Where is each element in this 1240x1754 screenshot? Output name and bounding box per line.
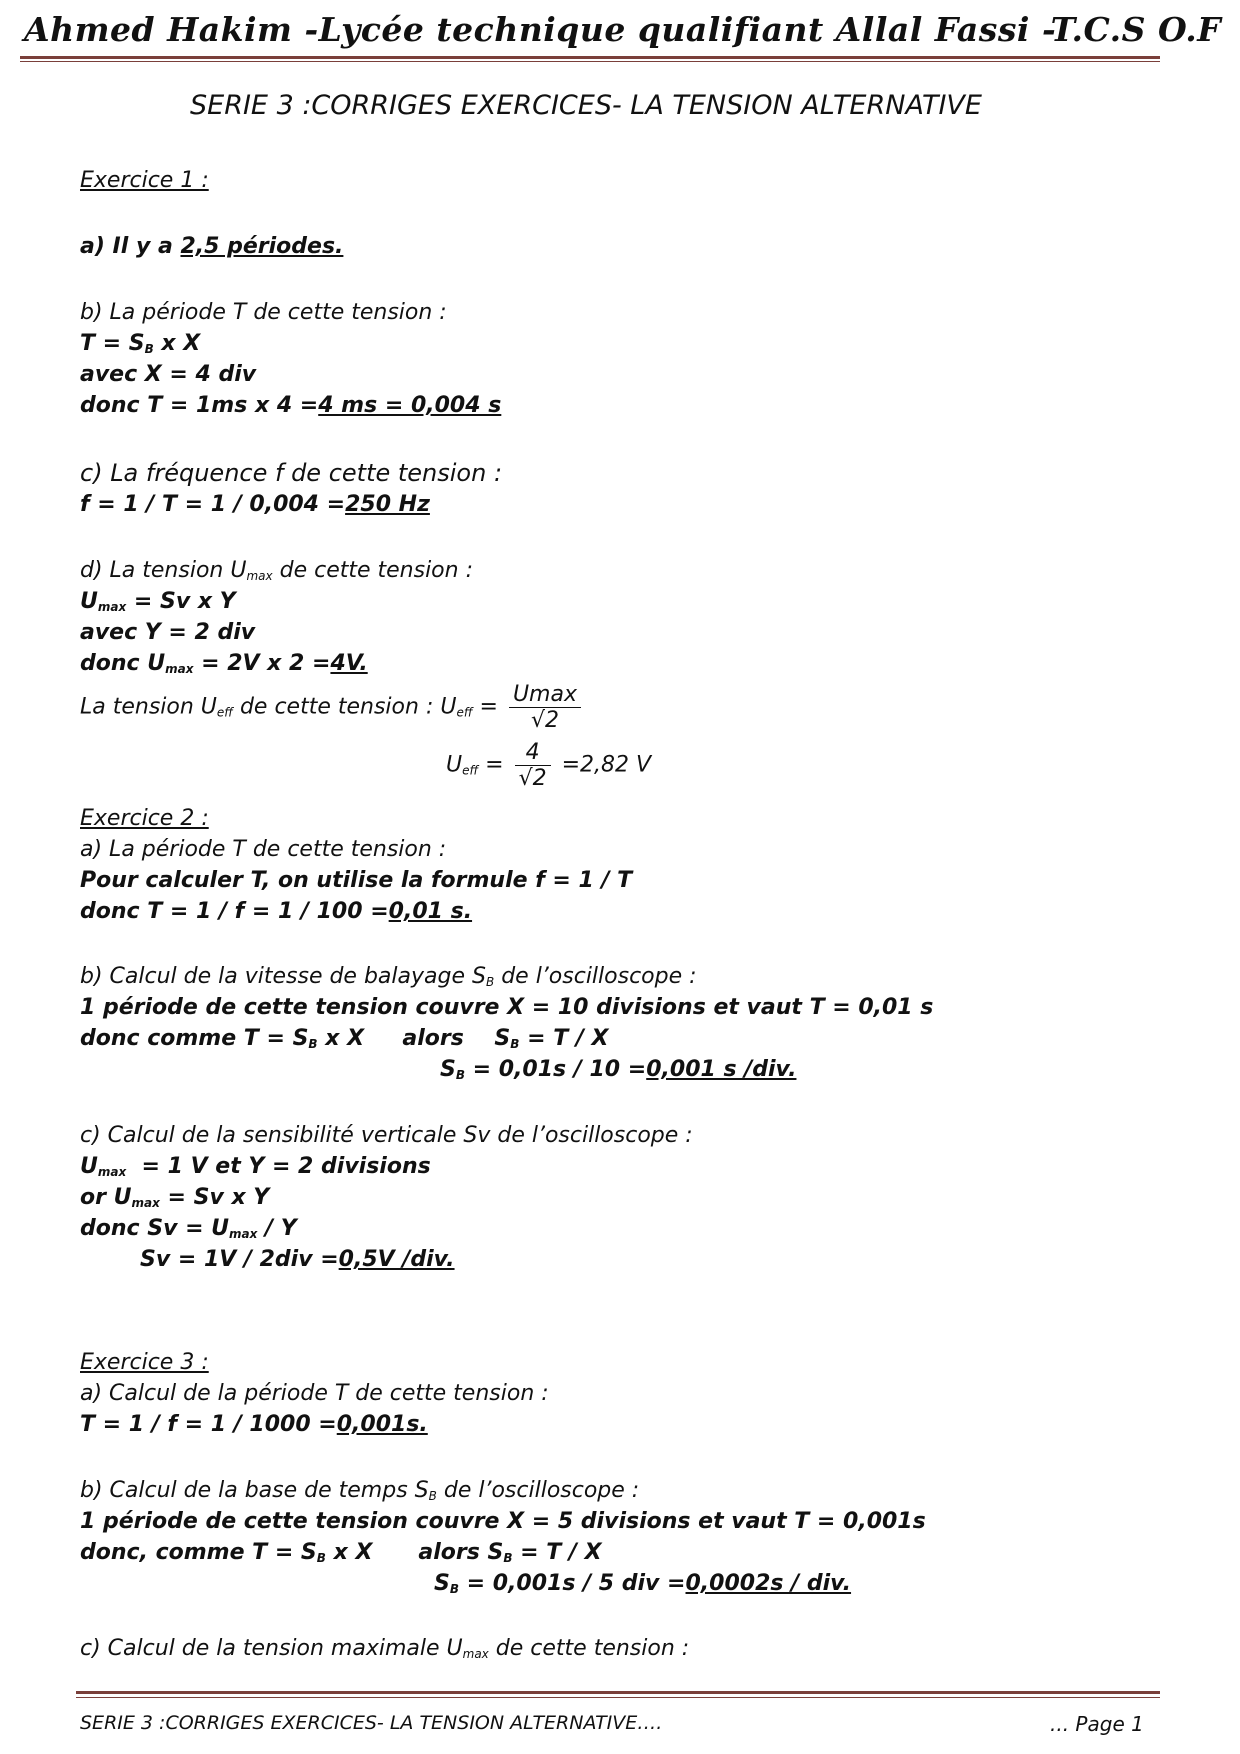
ex1-c-formula: f = 1 / T = 1 / 0,004 =250 Hz — [80, 492, 430, 517]
ex1-b-donc: donc T = 1ms x 4 =4 ms = 0,004 s — [80, 393, 502, 418]
ex3-b-line1: 1 période de cette tension couvre X = 5 divisions et vaut T = 0,001s — [80, 1509, 926, 1534]
ex3-b-heading: b) Calcul de la base de temps $S_B$ de l’oscilloscope : — [80, 1478, 640, 1503]
footer-rule — [76, 1691, 1160, 1694]
ex3-a-heading: a) Calcul de la période T de cette tension : — [80, 1381, 549, 1406]
ex1-c-heading: c) La fréquence f de cette tension : — [80, 459, 503, 487]
ex1-ueff-result: =2,82 V — [561, 752, 652, 778]
ex2-c-line4: Sv = 1V / 2div =0,5V /div. — [140, 1247, 455, 1272]
footer-rule-thin — [76, 1697, 1160, 1698]
ex2-a-heading: a) La période T de cette tension : — [80, 837, 447, 862]
ex1-a-line — [80, 234, 343, 259]
ex1-c-answer: 250 Hz — [345, 492, 430, 517]
ueff-numeric-fraction: $\frac{4}{√2}$ — [515, 740, 551, 791]
ex2-c-line3: donc $Sv = U_{max} / Y$ — [80, 1216, 297, 1241]
ex1-a-answer: 2,5 périodes. — [180, 234, 344, 259]
ex1-b-answer: 4 ms = 0,004 s — [318, 393, 502, 418]
ex1-b-avec: avec X = 4 div — [80, 362, 257, 387]
document-title: SERIE 3 :CORRIGES EXERCICES- LA TENSION ALTERNATIVE — [190, 90, 982, 121]
header-title: Ahmed Hakim -Lycée technique qualifiant Allal Fassi -T.C.S O.F — [24, 10, 1222, 49]
ex1-b-formula: $T = S_B$ x X — [80, 331, 201, 356]
footer-title: SERIE 3 :CORRIGES EXERCICES- LA TENSION ALTERNATIVE…. — [80, 1712, 663, 1734]
ex1-d-answer: 4V. — [330, 651, 368, 676]
ex2-a-line1: Pour calculer T, on utilise la formule f = 1 / T — [80, 868, 633, 893]
ex2-c-answer: 0,5V /div. — [338, 1247, 455, 1272]
ex2-b-answer: 0,001 s /div. — [646, 1057, 797, 1082]
ex3-a-answer: 0,001s. — [336, 1412, 428, 1437]
ex2-c-line2: or $U_{max} = Sv$ x Y — [80, 1185, 270, 1210]
header-rule — [20, 56, 1160, 59]
page-number: ... Page 1 — [1050, 1712, 1144, 1736]
ex1-ueff-result-line: $U_{eff}$ = $\frac{4}{√2}$ =2,82 V — [446, 740, 652, 791]
ueff-fraction: $\frac{Umax}{√2}$ — [509, 682, 581, 733]
ex1-d-formula: $U_{max} = Sv$ x Y — [80, 589, 236, 614]
ex2-c-line1: $U_{max} = 1$ V et Y = 2 divisions — [80, 1154, 431, 1179]
ex2-a-answer: 0,01 s. — [388, 899, 473, 924]
ex1-b-heading: b) La période T de cette tension : — [80, 300, 447, 325]
ex2-b-heading: b) Calcul de la vitesse de balayage $S_B$ de l’oscilloscope : — [80, 964, 697, 989]
ex2-a-line2: donc T = 1 / f = 1 / 100 =0,01 s. — [80, 899, 473, 924]
ex2-b-line1: 1 période de cette tension couvre X = 10 divisions et vaut T = 0,01 s — [80, 995, 934, 1020]
header-rule-thin — [20, 61, 1160, 62]
ex3-a-line: T = 1 / f = 1 / 1000 =0,001s. — [80, 1412, 428, 1437]
ex3-b-line3: $S_B = 0,001s / 5$ div =0,0002s / div. — [434, 1571, 852, 1596]
exercise-3-heading: Exercice 3 : — [80, 1350, 209, 1375]
ex1-d-avec: avec Y = 2 div — [80, 620, 256, 645]
ex3-b-answer: 0,0002s / div. — [685, 1571, 852, 1596]
ex1-a-prefix: a) Il y a — [80, 234, 173, 259]
exercise-1-heading: Exercice 1 : — [80, 168, 209, 193]
ex3-b-line2: donc, comme $T = S_B$ x X alors $S_B = T / X$ — [80, 1540, 602, 1565]
ex3-c-heading: c) Calcul de la tension maximale $U_{max}$ de cette tension : — [80, 1636, 690, 1661]
ex2-b-line3: $S_B = 0,01s / 10 =0,001$ s /div. — [440, 1057, 797, 1082]
ex1-ueff-line: La tension $U_{eff}$ de cette tension : $U_{eff}$ = $\frac{Umax}{√2}$ — [80, 682, 585, 733]
ex2-c-heading: c) Calcul de la sensibilité verticale Sv de l’oscilloscope : — [80, 1123, 693, 1148]
ex1-d-donc: donc $U_{max} = 2V$ x 2 =4V. — [80, 651, 368, 676]
page-header — [24, 10, 1222, 49]
ex2-b-line2: donc comme $T = S_B$ x X alors $S_B = T / X$ — [80, 1026, 609, 1051]
exercise-2-heading: Exercice 2 : — [80, 806, 209, 831]
ex1-d-heading: d) La tension $U_{max}$ de cette tension : — [80, 558, 473, 583]
